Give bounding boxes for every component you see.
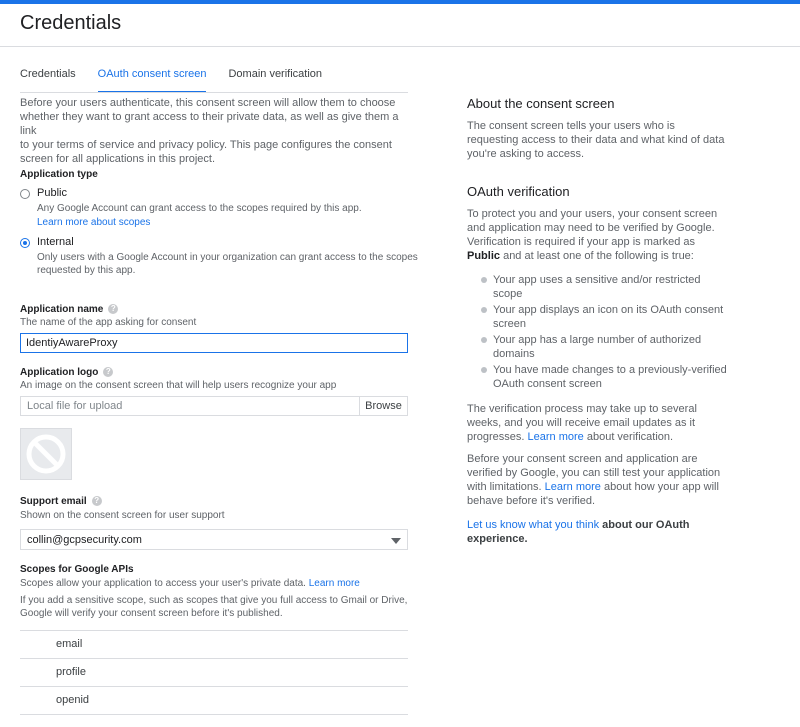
process-line-post: about verification. [583,431,674,443]
help-icon[interactable]: ? [108,304,118,314]
verification-bullet [493,333,701,361]
internal-label[interactable]: Internal [37,236,74,248]
application-name-label-text: Application name [20,304,104,315]
scopes-note-line: If you add a sensitive scope, such as scopes that give you full access to Gmail or Drive, [20,595,408,606]
before-verified-text [467,452,720,508]
scope-row-email: email [20,630,408,658]
verification-line: and application may need to be verified by Google. [467,222,715,234]
bullet-line: Your app displays an icon on its OAuth consent [493,304,724,316]
about-line: requesting access to their data and what kind of data [467,134,725,146]
scopes-bottom-divider [20,714,408,715]
application-name-description: The name of the app asking for consent [20,317,197,328]
page-title: Credentials [20,12,122,34]
intro-text [20,96,408,166]
bullet-dot [481,337,487,343]
feedback-text [467,518,690,546]
feedback-rest: about our OAuth [599,519,690,531]
verification-bullet [493,273,701,301]
learn-more-scopes-link[interactable]: Learn more about scopes [37,217,151,228]
process-line [467,430,697,444]
about-line: you're asking to access. [467,148,585,160]
internal-description-line: Only users with a Google Account in your organization can grant access to the scopes [37,252,418,263]
about-line: The consent screen tells your users who is [467,120,675,132]
application-name-input[interactable]: IdentiyAwareProxy [20,333,408,353]
public-description: Any Google Account can grant access to the scopes required by this app. [37,203,362,214]
help-icon[interactable]: ? [103,367,113,377]
bullet-line: Your app uses a sensitive and/or restricted [493,274,701,286]
before-line-post: about how your app will [600,481,719,493]
public-radio[interactable] [20,189,30,199]
intro-line: to your terms of service and privacy policy. This page configures the consent [20,139,392,151]
verification-line: Verification is required if your app is marked as [467,236,696,248]
scopes-description-text: Scopes allow your application to access your user's private data. [20,578,306,589]
tab-credentials[interactable]: Credentials [20,68,76,80]
browse-button[interactable]: Browse [359,396,408,416]
bullet-line: You have made changes to a previously-verified [493,364,727,376]
verification-heading: OAuth verification [467,184,570,199]
feedback-line [467,518,690,532]
about-text [467,119,724,161]
process-line: weeks, and you will receive email updates as it [467,417,696,429]
support-email-select[interactable] [20,529,408,550]
verification-line-rest: and at least one of the following is true: [500,250,694,262]
public-emphasis: Public [467,250,501,262]
process-line: The verification process may take up to several [467,403,697,415]
title-divider [0,46,800,47]
bullet-dot [481,277,487,283]
verification-text [467,207,717,263]
feedback-link[interactable]: Let us know what you think [467,519,600,531]
before-line-pre: with limitations. [467,481,545,493]
tabs-divider [20,92,408,93]
logo-file-input[interactable]: Local file for upload [20,396,360,416]
dropdown-arrow-icon [391,538,401,544]
bullet-dot [481,367,487,373]
bullet-line: scope [493,288,523,300]
scope-row-profile: profile [20,658,408,686]
application-logo-label [20,367,113,378]
scopes-learn-more-link[interactable]: Learn more [308,578,360,589]
intro-line: Before your users authenticate, this consent screen will allow them to choose [20,97,396,109]
application-logo-description: An image on the consent screen that will help users recognize your app [20,380,337,391]
internal-description [37,251,418,277]
intro-line: screen for all applications in this project. [20,153,216,165]
verification-bullet [493,363,727,391]
support-email-description: Shown on the consent screen for user support [20,510,225,521]
tab-oauth-consent-screen[interactable]: OAuth consent screen [98,66,207,92]
logo-placeholder[interactable] [20,428,72,480]
feedback-line: experience. [467,533,528,545]
about-heading: About the consent screen [467,96,615,111]
public-label[interactable]: Public [37,187,67,199]
support-email-value: collin@gcpsecurity.com [27,534,142,546]
support-email-label-text: Support email [20,496,87,507]
before-line: Before your consent screen and application are [467,453,698,465]
help-icon[interactable]: ? [92,496,102,506]
verification-line [467,249,717,263]
bullet-line: OAuth consent screen [493,378,602,390]
verification-bullet [493,303,723,331]
bullet-line: screen [493,318,527,330]
scopes-label: Scopes for Google APIs [20,564,134,575]
before-line: verified by Google, you can still test your application [467,467,721,479]
intro-line: whether they want to grant access to their private data, as well as give them a link [20,111,399,137]
verification-process-text [467,402,697,444]
bullet-line: Your app has a large number of authorized [493,334,702,346]
no-image-icon [21,429,71,479]
scope-row-openid: openid [20,686,408,714]
tab-domain-verification[interactable]: Domain verification [228,68,323,80]
before-line: behave before it's verified. [467,495,596,507]
internal-radio[interactable] [20,238,30,248]
application-type-label: Application type [20,169,98,180]
before-verified-learn-more-link[interactable]: Learn more [544,481,601,493]
verification-line: To protect you and your users, your consent screen [467,208,718,220]
verification-learn-more-link[interactable]: Learn more [527,431,584,443]
before-line [467,480,720,494]
scopes-note [20,594,407,620]
bullet-dot [481,307,487,313]
tab-bar [20,66,344,92]
bullet-line: domains [493,348,535,360]
internal-description-line: requested by this app. [37,265,136,276]
scopes-description [20,577,360,590]
support-email-label [20,496,102,507]
process-line-pre: progresses. [467,431,528,443]
application-logo-label-text: Application logo [20,367,99,378]
scopes-note-line: Google will verify your consent screen before it's published. [20,608,283,619]
application-name-label [20,304,118,315]
top-accent-bar [0,0,800,4]
